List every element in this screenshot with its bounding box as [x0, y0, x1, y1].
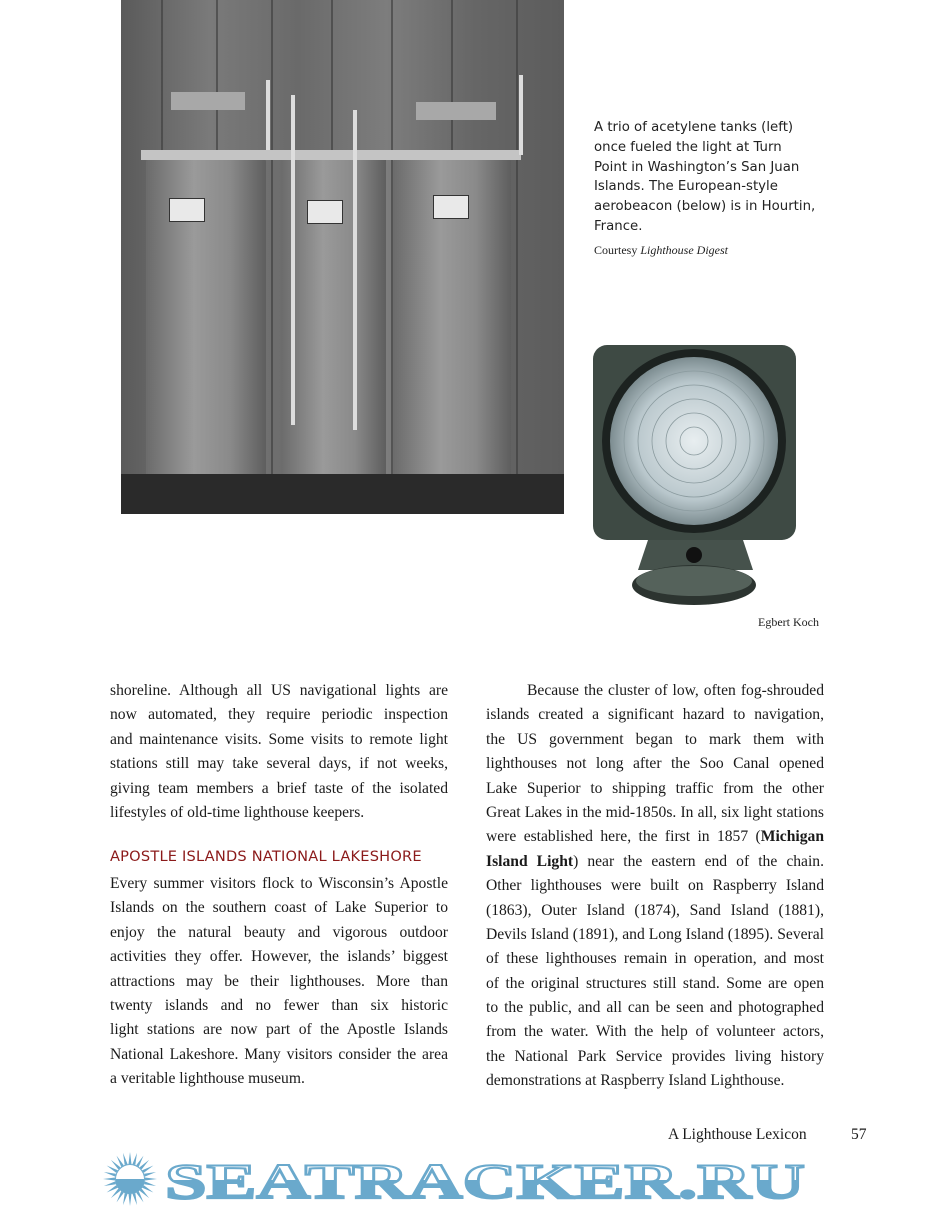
text-line: Devils Island (1891), and Long Island (1895). Several [486, 925, 824, 943]
caption-line: A trio of acetylene tanks (left) [594, 120, 794, 135]
text-line: Every summer visitors flock to Wisconsin’s Apostle [110, 875, 448, 892]
text-line: shoreline. Although all US navigational lights are [110, 682, 448, 699]
sun-ray [136, 1191, 143, 1202]
caption-line: once fueled the light at Turn [594, 139, 782, 155]
text-line: islands created a significant hazard to navigation, [486, 706, 824, 724]
text-line: activities they offer. However, the islands’ biggest [110, 948, 448, 966]
sun-ray [142, 1185, 153, 1192]
text-line: Because the cluster of low, often fog-shrouded [527, 682, 824, 699]
text-line: lifestyles of old-time lighthouse keepers. [110, 803, 365, 821]
sun-ray [129, 1152, 132, 1164]
sun-ray [107, 1166, 118, 1173]
sun-ray [103, 1178, 115, 1181]
page-number: 57 [851, 1126, 867, 1143]
text-line: now automated, they require periodic inspection [110, 706, 448, 724]
section-heading: APOSTLE ISLANDS NATIONAL LAKESHORE [110, 848, 422, 865]
sun-ray [107, 1185, 118, 1192]
sun-ray [132, 1193, 137, 1205]
sun-ray [123, 1193, 128, 1205]
text-line [486, 825, 824, 849]
acetylene-tanks-photo [121, 0, 564, 514]
text-line: Islands on the southern coast of Lake Superior to [110, 899, 448, 917]
bold-place-name: Michigan [760, 828, 824, 846]
caption-line: Islands. The European-style [594, 179, 778, 195]
text-line: of these lighthouses remain in operation, and most [486, 950, 824, 968]
sun-ray [117, 1191, 124, 1202]
photo-credit [594, 243, 728, 257]
beacon-photo-credit: Egbert Koch [758, 615, 819, 629]
text-line: enjoy the natural beauty and vigorous outdoor [110, 923, 448, 941]
text-line: of the original structures still stand. Some are open [486, 974, 824, 992]
text-line: from the water. With the help of volunteer actors, [486, 1023, 824, 1041]
text-line: the US government began to mark them with [486, 730, 824, 748]
sun-ray [111, 1160, 121, 1170]
sun-ray [123, 1153, 128, 1165]
text-line: stations still may take several days, if not weeks, [110, 755, 448, 773]
text-line: demonstrations at Raspberry Island Lighthouse. [486, 1072, 785, 1090]
caption-line: Point in Washington’s San Juan [594, 159, 800, 175]
sun-ray [136, 1156, 143, 1167]
left-column-para1 [110, 679, 448, 825]
text-line: lighthouses not long after the Soo Canal opened [486, 755, 824, 773]
seatracker-watermark [0, 1150, 931, 1207]
figure-caption [594, 118, 834, 237]
text-line: twenty islands and no fewer than six historic [110, 996, 448, 1014]
sun-ray [144, 1172, 156, 1177]
text-line: Lake Superior to shipping traffic from the other [486, 779, 824, 797]
sun-ray [111, 1188, 121, 1198]
text-line: a veritable lighthouse museum. [110, 1070, 305, 1088]
text-line: Other lighthouses were built on Raspberry Island [486, 877, 824, 895]
aerobeacon-photo [593, 345, 796, 607]
caption-line: aerobeacon (below) is in Hourtin, [594, 199, 816, 215]
bold-place-name: Island Light [486, 852, 574, 870]
sun-icon [103, 1152, 157, 1206]
footer-book-title: A Lighthouse Lexicon [668, 1126, 807, 1143]
caption-line: France. [594, 218, 643, 234]
credit-prefix: Courtesy [594, 243, 638, 257]
text-line: the National Park Service provides living history [486, 1047, 824, 1065]
sun-ray [129, 1194, 132, 1206]
right-column-paragraph [486, 679, 824, 1094]
sun-ray [144, 1181, 156, 1186]
text-line: (1863), Outer Island (1874), Sand Island (1881), [486, 901, 824, 919]
watermark-text: SEATRACKER.RU [165, 1153, 805, 1207]
text-line: National Lakeshore. Many visitors consider the area [110, 1045, 448, 1063]
sun-ray [145, 1178, 157, 1181]
sun-ray [104, 1181, 116, 1186]
text-run: ) near the eastern end of the chain. [573, 852, 824, 870]
text-line: light stations are now part of the Apostle Islands [110, 1021, 448, 1039]
text-line: Great Lakes in the mid-1850s. In all, six light stations [486, 803, 824, 821]
left-column-para2 [110, 872, 448, 1092]
sun-ray [117, 1156, 124, 1167]
text-line: attractions may be their lighthouses. More than [110, 972, 448, 990]
text-line: to the public, and all can be seen and photographed [486, 999, 824, 1017]
credit-source: Lighthouse Digest [640, 243, 729, 257]
text-run: were established here, the first in 1857 ( [486, 828, 761, 846]
text-line: and maintenance visits. Some visits to remote light [110, 730, 448, 748]
sun-ray [104, 1172, 116, 1177]
text-line [486, 850, 824, 874]
sun-ray [142, 1166, 153, 1173]
sun-ray [132, 1153, 137, 1165]
sun-ray [139, 1160, 149, 1170]
sun-ray [139, 1188, 149, 1198]
text-line: giving team members a brief taste of the isolated [110, 779, 448, 797]
